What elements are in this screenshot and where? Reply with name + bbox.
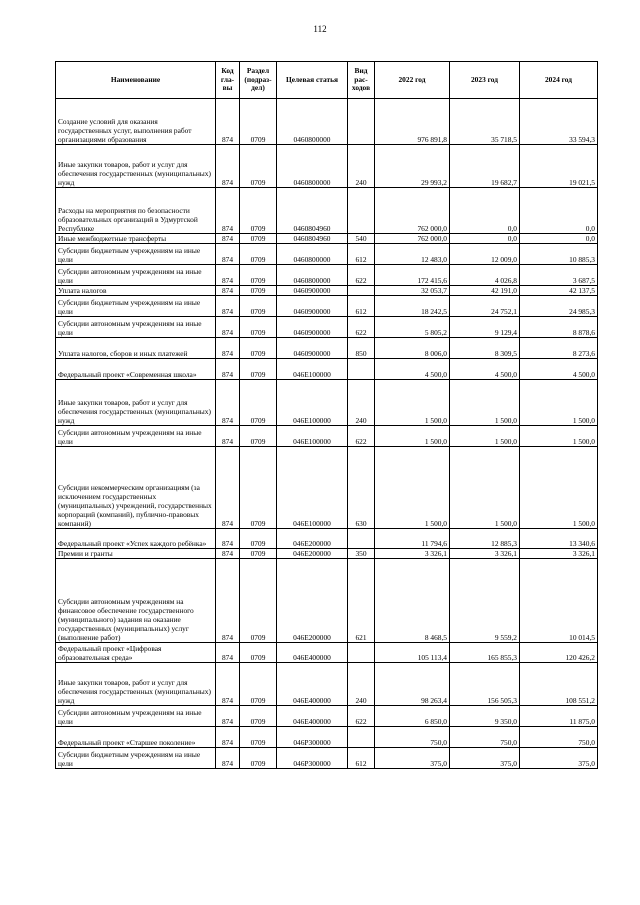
header-section: Раздел (подраз-дел) (240, 62, 277, 99)
value-2022: 1 500,0 (375, 426, 450, 447)
value-2023: 0,0 (450, 234, 520, 244)
value-2024: 0,0 (520, 188, 598, 234)
table-row (56, 234, 598, 244)
expense-type: 621 (348, 559, 375, 643)
section-code: 0709 (240, 296, 277, 317)
value-2023: 9 129,4 (450, 317, 520, 338)
target-article: 046E400000 (277, 643, 348, 663)
value-2024: 10 885,3 (520, 244, 598, 265)
chapter-code: 874 (216, 188, 240, 234)
section-code: 0709 (240, 338, 277, 359)
chapter-code: 874 (216, 286, 240, 296)
expense-type: 240 (348, 145, 375, 188)
value-2023: 3 326,1 (450, 549, 520, 559)
target-article: 0460800000 (277, 265, 348, 286)
section-code: 0709 (240, 188, 277, 234)
section-code: 0709 (240, 317, 277, 338)
row-name: Субсидии бюджетным учреждениям на иные цели (56, 748, 216, 769)
row-name: Федеральный проект «Цифровая образовательная среда» (56, 643, 216, 663)
expense-type: 622 (348, 706, 375, 727)
value-2022: 6 850,0 (375, 706, 450, 727)
chapter-code: 874 (216, 380, 240, 426)
value-2022: 8 006,0 (375, 338, 450, 359)
value-2022: 4 500,0 (375, 359, 450, 380)
table-header-row (56, 62, 598, 99)
section-code: 0709 (240, 549, 277, 559)
chapter-code: 874 (216, 549, 240, 559)
table-row (56, 426, 598, 447)
value-2024: 42 137,5 (520, 286, 598, 296)
target-article: 0460804960 (277, 188, 348, 234)
table-row (56, 359, 598, 380)
value-2024: 1 500,0 (520, 426, 598, 447)
value-2023: 156 505,3 (450, 663, 520, 706)
chapter-code: 874 (216, 244, 240, 265)
value-2024: 1 500,0 (520, 447, 598, 529)
chapter-code: 874 (216, 338, 240, 359)
value-2022: 375,0 (375, 748, 450, 769)
value-2024: 4 500,0 (520, 359, 598, 380)
row-name: Федеральный проект «Современная школа» (56, 359, 216, 380)
table-row (56, 99, 598, 145)
header-year-2022: 2022 год (375, 62, 450, 99)
expense-type: 850 (348, 338, 375, 359)
header-chapter-code: Код гла-вы (216, 62, 240, 99)
target-article: 046E100000 (277, 359, 348, 380)
table-row (56, 145, 598, 188)
expense-type (348, 286, 375, 296)
value-2022: 105 113,4 (375, 643, 450, 663)
chapter-code: 874 (216, 426, 240, 447)
chapter-code: 874 (216, 265, 240, 286)
target-article: 046P300000 (277, 727, 348, 748)
value-2024: 19 021,5 (520, 145, 598, 188)
value-2022: 1 500,0 (375, 447, 450, 529)
section-code: 0709 (240, 447, 277, 529)
section-code: 0709 (240, 244, 277, 265)
value-2024: 1 500,0 (520, 380, 598, 426)
chapter-code: 874 (216, 296, 240, 317)
expense-type: 240 (348, 380, 375, 426)
expense-type: 630 (348, 447, 375, 529)
table-row (56, 244, 598, 265)
value-2024: 108 551,2 (520, 663, 598, 706)
target-article: 046E200000 (277, 549, 348, 559)
expense-type: 612 (348, 748, 375, 769)
value-2022: 976 891,8 (375, 99, 450, 145)
row-name: Федеральный проект «Старшее поколение» (56, 727, 216, 748)
expense-type (348, 727, 375, 748)
section-code: 0709 (240, 426, 277, 447)
table-row (56, 706, 598, 727)
value-2022: 750,0 (375, 727, 450, 748)
chapter-code: 874 (216, 663, 240, 706)
section-code: 0709 (240, 234, 277, 244)
budget-table (55, 61, 598, 769)
section-code: 0709 (240, 145, 277, 188)
expense-type: 240 (348, 663, 375, 706)
row-name: Субсидии автономным учреждениям на иные цели (56, 317, 216, 338)
row-name: Иные закупки товаров, работ и услуг для обеспечения государственных (муниципальных) нужд (56, 145, 216, 188)
value-2023: 19 682,7 (450, 145, 520, 188)
value-2022: 11 794,6 (375, 529, 450, 549)
row-name: Создание условий для оказания государственных услуг, выполнения работ организациями образования (56, 99, 216, 145)
table-row (56, 559, 598, 643)
value-2023: 42 191,0 (450, 286, 520, 296)
value-2023: 9 559,2 (450, 559, 520, 643)
value-2022: 172 415,6 (375, 265, 450, 286)
chapter-code: 874 (216, 727, 240, 748)
section-code: 0709 (240, 99, 277, 145)
expense-type: 540 (348, 234, 375, 244)
target-article: 046E100000 (277, 447, 348, 529)
table-row (56, 748, 598, 769)
value-2023: 4 026,8 (450, 265, 520, 286)
value-2022: 98 263,4 (375, 663, 450, 706)
target-article: 046E400000 (277, 706, 348, 727)
section-code: 0709 (240, 663, 277, 706)
value-2022: 1 500,0 (375, 380, 450, 426)
value-2022: 29 993,2 (375, 145, 450, 188)
section-code: 0709 (240, 359, 277, 380)
value-2024: 750,0 (520, 727, 598, 748)
section-code: 0709 (240, 380, 277, 426)
value-2023: 1 500,0 (450, 380, 520, 426)
value-2023: 8 309,5 (450, 338, 520, 359)
row-name: Уплата налогов (56, 286, 216, 296)
value-2024: 10 014,5 (520, 559, 598, 643)
value-2023: 12 009,0 (450, 244, 520, 265)
table-row (56, 663, 598, 706)
target-article: 0460900000 (277, 317, 348, 338)
target-article: 0460800000 (277, 99, 348, 145)
table-row (56, 380, 598, 426)
header-name: Наименование (56, 62, 216, 99)
expense-type: 612 (348, 296, 375, 317)
row-name: Субсидии бюджетным учреждениям на иные цели (56, 296, 216, 317)
chapter-code: 874 (216, 529, 240, 549)
value-2024: 8 273,6 (520, 338, 598, 359)
row-name: Субсидии некоммерческим организациям (за исключением государственных (муниципальных) учреждений, государственных корпораций (компаний), публично-правовых компаний) (56, 447, 216, 529)
chapter-code: 874 (216, 359, 240, 380)
row-name: Субсидии автономным учреждениям на иные цели (56, 265, 216, 286)
table-row (56, 447, 598, 529)
value-2023: 750,0 (450, 727, 520, 748)
chapter-code: 874 (216, 99, 240, 145)
row-name: Иные межбюджетные трансферты (56, 234, 216, 244)
value-2023: 12 885,3 (450, 529, 520, 549)
section-code: 0709 (240, 559, 277, 643)
row-name: Уплата налогов, сборов и иных платежей (56, 338, 216, 359)
expense-type: 622 (348, 426, 375, 447)
target-article: 0460800000 (277, 244, 348, 265)
value-2024: 11 875,0 (520, 706, 598, 727)
value-2023: 1 500,0 (450, 447, 520, 529)
target-article: 046E400000 (277, 663, 348, 706)
expense-type (348, 359, 375, 380)
target-article: 0460900000 (277, 296, 348, 317)
row-name: Субсидии автономным учреждениям на иные цели (56, 426, 216, 447)
value-2023: 9 350,0 (450, 706, 520, 727)
row-name: Субсидии автономным учреждениям на финансовое обеспечение государственного (муниципального) задания на оказание государственных (муниципальных) услуг (выполнение работ) (56, 559, 216, 643)
section-code: 0709 (240, 706, 277, 727)
section-code: 0709 (240, 748, 277, 769)
expense-type (348, 529, 375, 549)
table-row (56, 317, 598, 338)
value-2023: 0,0 (450, 188, 520, 234)
expense-type (348, 99, 375, 145)
row-name: Иные закупки товаров, работ и услуг для обеспечения государственных (муниципальных) нужд (56, 380, 216, 426)
table-row (56, 549, 598, 559)
page-number: 112 (313, 24, 327, 34)
header-expense-type: Вид рас-ходов (348, 62, 375, 99)
section-code: 0709 (240, 529, 277, 549)
chapter-code: 874 (216, 706, 240, 727)
value-2024: 120 426,2 (520, 643, 598, 663)
row-name: Иные закупки товаров, работ и услуг для обеспечения государственных (муниципальных) нужд (56, 663, 216, 706)
value-2023: 4 500,0 (450, 359, 520, 380)
table-row (56, 643, 598, 663)
target-article: 0460900000 (277, 286, 348, 296)
value-2023: 24 752,1 (450, 296, 520, 317)
row-name: Субсидии бюджетным учреждениям на иные цели (56, 244, 216, 265)
value-2022: 12 483,0 (375, 244, 450, 265)
value-2022: 762 000,0 (375, 234, 450, 244)
value-2022: 18 242,5 (375, 296, 450, 317)
value-2024: 24 985,3 (520, 296, 598, 317)
row-name: Премии и гранты (56, 549, 216, 559)
value-2024: 33 594,3 (520, 99, 598, 145)
target-article: 046E200000 (277, 529, 348, 549)
table-row (56, 727, 598, 748)
table-row (56, 265, 598, 286)
header-target-article: Целевая статья (277, 62, 348, 99)
expense-type: 612 (348, 244, 375, 265)
chapter-code: 874 (216, 643, 240, 663)
table-row (56, 338, 598, 359)
value-2023: 165 855,3 (450, 643, 520, 663)
value-2024: 0,0 (520, 234, 598, 244)
table-row (56, 529, 598, 549)
target-article: 046E100000 (277, 426, 348, 447)
chapter-code: 874 (216, 145, 240, 188)
expense-type (348, 643, 375, 663)
table-row (56, 286, 598, 296)
value-2023: 1 500,0 (450, 426, 520, 447)
target-article: 046P300000 (277, 748, 348, 769)
value-2022: 5 805,2 (375, 317, 450, 338)
target-article: 0460804960 (277, 234, 348, 244)
value-2024: 13 340,6 (520, 529, 598, 549)
value-2024: 375,0 (520, 748, 598, 769)
section-code: 0709 (240, 643, 277, 663)
chapter-code: 874 (216, 317, 240, 338)
chapter-code: 874 (216, 559, 240, 643)
value-2023: 375,0 (450, 748, 520, 769)
chapter-code: 874 (216, 447, 240, 529)
target-article: 046E200000 (277, 559, 348, 643)
value-2024: 3 326,1 (520, 549, 598, 559)
value-2022: 32 053,7 (375, 286, 450, 296)
section-code: 0709 (240, 727, 277, 748)
section-code: 0709 (240, 286, 277, 296)
expense-type: 622 (348, 317, 375, 338)
section-code: 0709 (240, 265, 277, 286)
row-name: Субсидии автономным учреждениям на иные цели (56, 706, 216, 727)
chapter-code: 874 (216, 234, 240, 244)
chapter-code: 874 (216, 748, 240, 769)
row-name: Федеральный проект «Успех каждого ребёнка» (56, 529, 216, 549)
row-name: Расходы на мероприятия по безопасности образовательных организаций в Удмуртской Республике (56, 188, 216, 234)
header-year-2023: 2023 год (450, 62, 520, 99)
value-2023: 35 718,5 (450, 99, 520, 145)
value-2024: 3 687,5 (520, 265, 598, 286)
expense-type: 622 (348, 265, 375, 286)
target-article: 0460900000 (277, 338, 348, 359)
value-2022: 3 326,1 (375, 549, 450, 559)
header-year-2024: 2024 год (520, 62, 598, 99)
target-article: 0460800000 (277, 145, 348, 188)
table-row (56, 296, 598, 317)
expense-type (348, 188, 375, 234)
expense-type: 350 (348, 549, 375, 559)
value-2022: 762 000,0 (375, 188, 450, 234)
table-row (56, 188, 598, 234)
target-article: 046E100000 (277, 380, 348, 426)
value-2024: 8 878,6 (520, 317, 598, 338)
value-2022: 8 468,5 (375, 559, 450, 643)
table-body (56, 99, 598, 769)
